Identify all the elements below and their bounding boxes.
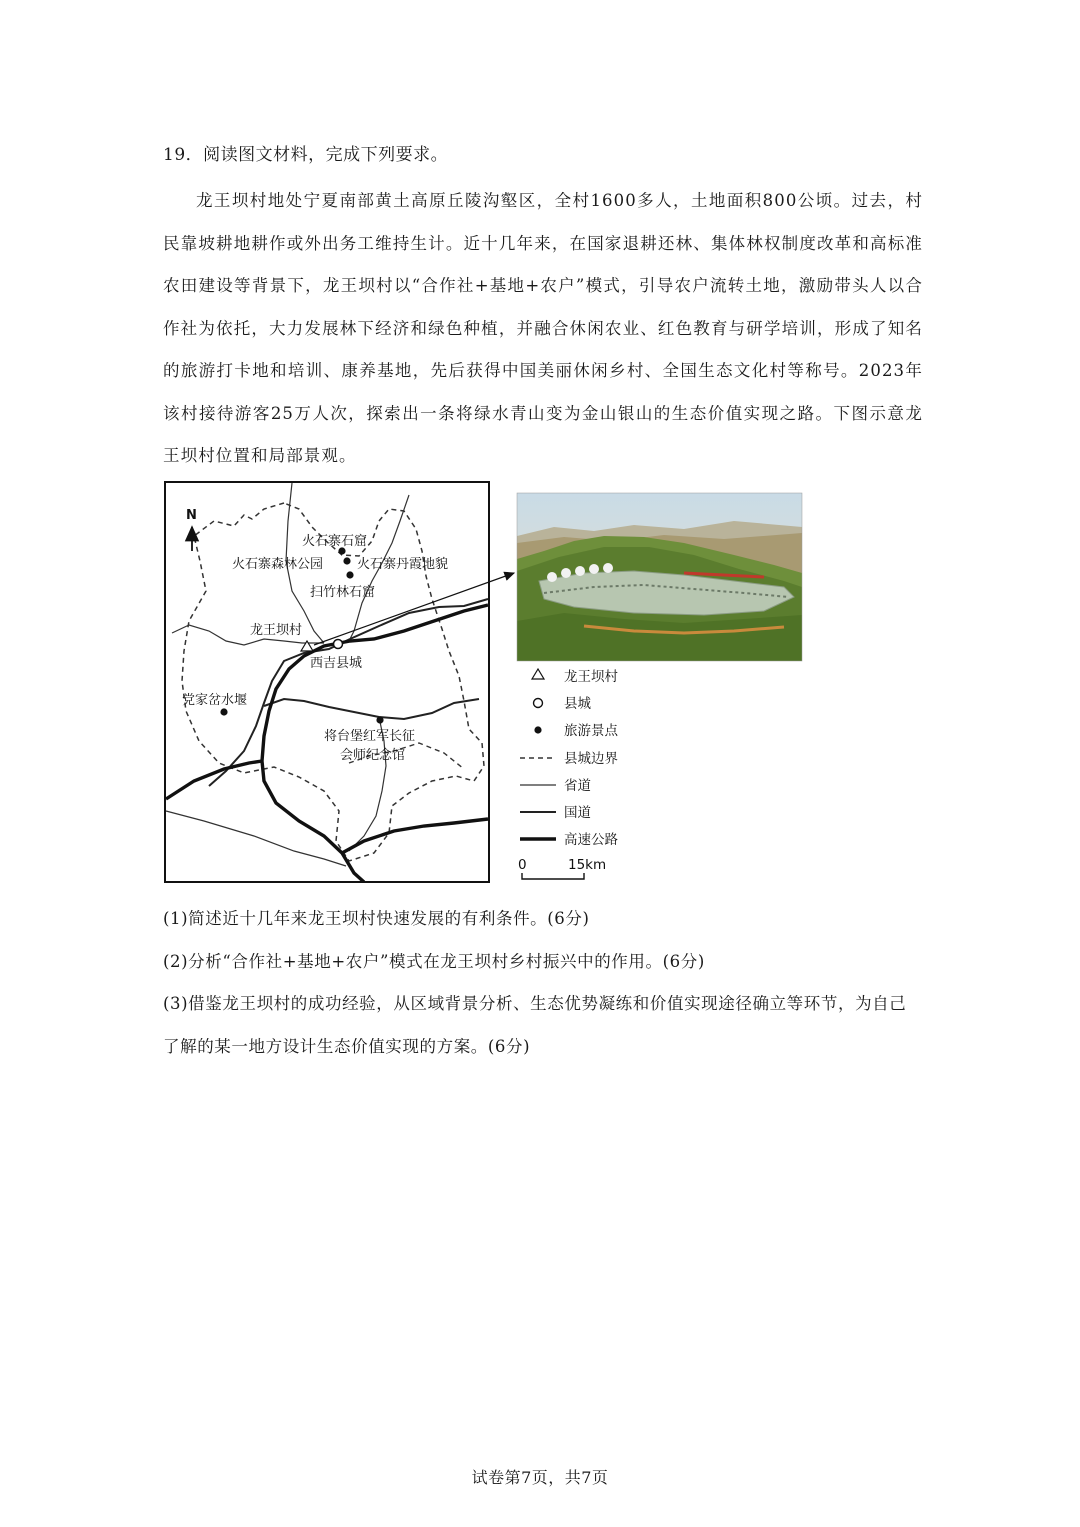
scenic-point <box>220 708 227 715</box>
label-jiangtaibao-2: 会师纪念馆 <box>340 748 406 763</box>
legend <box>518 668 618 879</box>
north-label: N <box>186 508 197 523</box>
scenic-point <box>343 557 350 564</box>
question-heading: 19．阅读图文材料，完成下列要求。 <box>163 145 449 165</box>
legend-county: 县城 <box>564 696 591 712</box>
county-circle-icon <box>334 640 343 649</box>
figure <box>164 481 814 883</box>
legend-boundary: 县城边界 <box>564 751 618 767</box>
legend-expressway: 高速公路 <box>564 832 618 848</box>
passage-text: 龙王坝村地处宁夏南部黄土高原丘陵沟壑区，全村1600多人，土地面积800公顷。过去，村民靠坡耕地耕作或外出务工维持生计。近十几年来，在国家退耕还林、集体林权制度改革和高标准农田建设等背景下，龙王坝村以“合作社+基地+农户”模式，引导农户流转土地，激励带头人以合作社为依托，大力发展林下经济和绿色种植，并融合休闲农业、红色教育与研学培训，形成了知名的旅游打卡地和培训、康养基地，先后获得中国美丽休闲乡村、全国生态文化村等称号。2023年该村接待游客25万人次，探索出一条将绿水青山变为金山银山的生态价值实现之路。下图示意龙王坝村位置和局部景观。 <box>163 191 923 465</box>
label-jiangtaibao-1: 将台堡红军长征 <box>324 729 416 744</box>
question-2: (2)分析“合作社+基地+农户”模式在龙王坝村乡村振兴中的作用。(6分) <box>163 951 705 971</box>
label-huoshizhai-cave: 火石寨石窟 <box>302 534 368 549</box>
legend-scenic: 旅游景点 <box>564 723 618 739</box>
question-1: (1)简述近十几年来龙王坝村快速发展的有利条件。(6分) <box>163 909 590 928</box>
label-xiji: 西吉县城 <box>310 656 363 671</box>
legend-provincial-road: 省道 <box>564 778 591 794</box>
label-dangjiacha: 党家岔水堰 <box>182 693 248 708</box>
label-saozhulin: 扫竹林石窟 <box>310 585 376 600</box>
location-map <box>165 482 489 882</box>
legend-village: 龙王坝村 <box>564 669 618 685</box>
label-longwangba: 龙王坝村 <box>250 623 303 638</box>
legend-national-road: 国道 <box>564 805 591 821</box>
scenic-point <box>346 571 353 578</box>
landscape-photo <box>517 493 802 661</box>
label-huoshizhai-danxia: 火石寨丹霞地貌 <box>357 557 449 572</box>
legend-dot-icon <box>534 726 541 733</box>
scenic-point <box>376 716 383 723</box>
label-huoshizhai-park: 火石寨森林公园 <box>232 557 324 572</box>
legend-circle-icon <box>534 699 543 708</box>
scale-km: 15km <box>568 857 607 873</box>
page-footer: 试卷第7页，共7页 <box>471 1468 609 1487</box>
legend-triangle-icon <box>532 669 544 679</box>
scale-bar <box>522 873 584 879</box>
question-list <box>163 898 923 1068</box>
scale-zero: 0 <box>518 857 527 873</box>
question-3: (3)借鉴龙王坝村的成功经验，从区域背景分析、生态优势凝练和价值实现途径确立等环节，为自己了解的某一地方设计生态价值实现的方案。(6分) <box>163 994 907 1056</box>
